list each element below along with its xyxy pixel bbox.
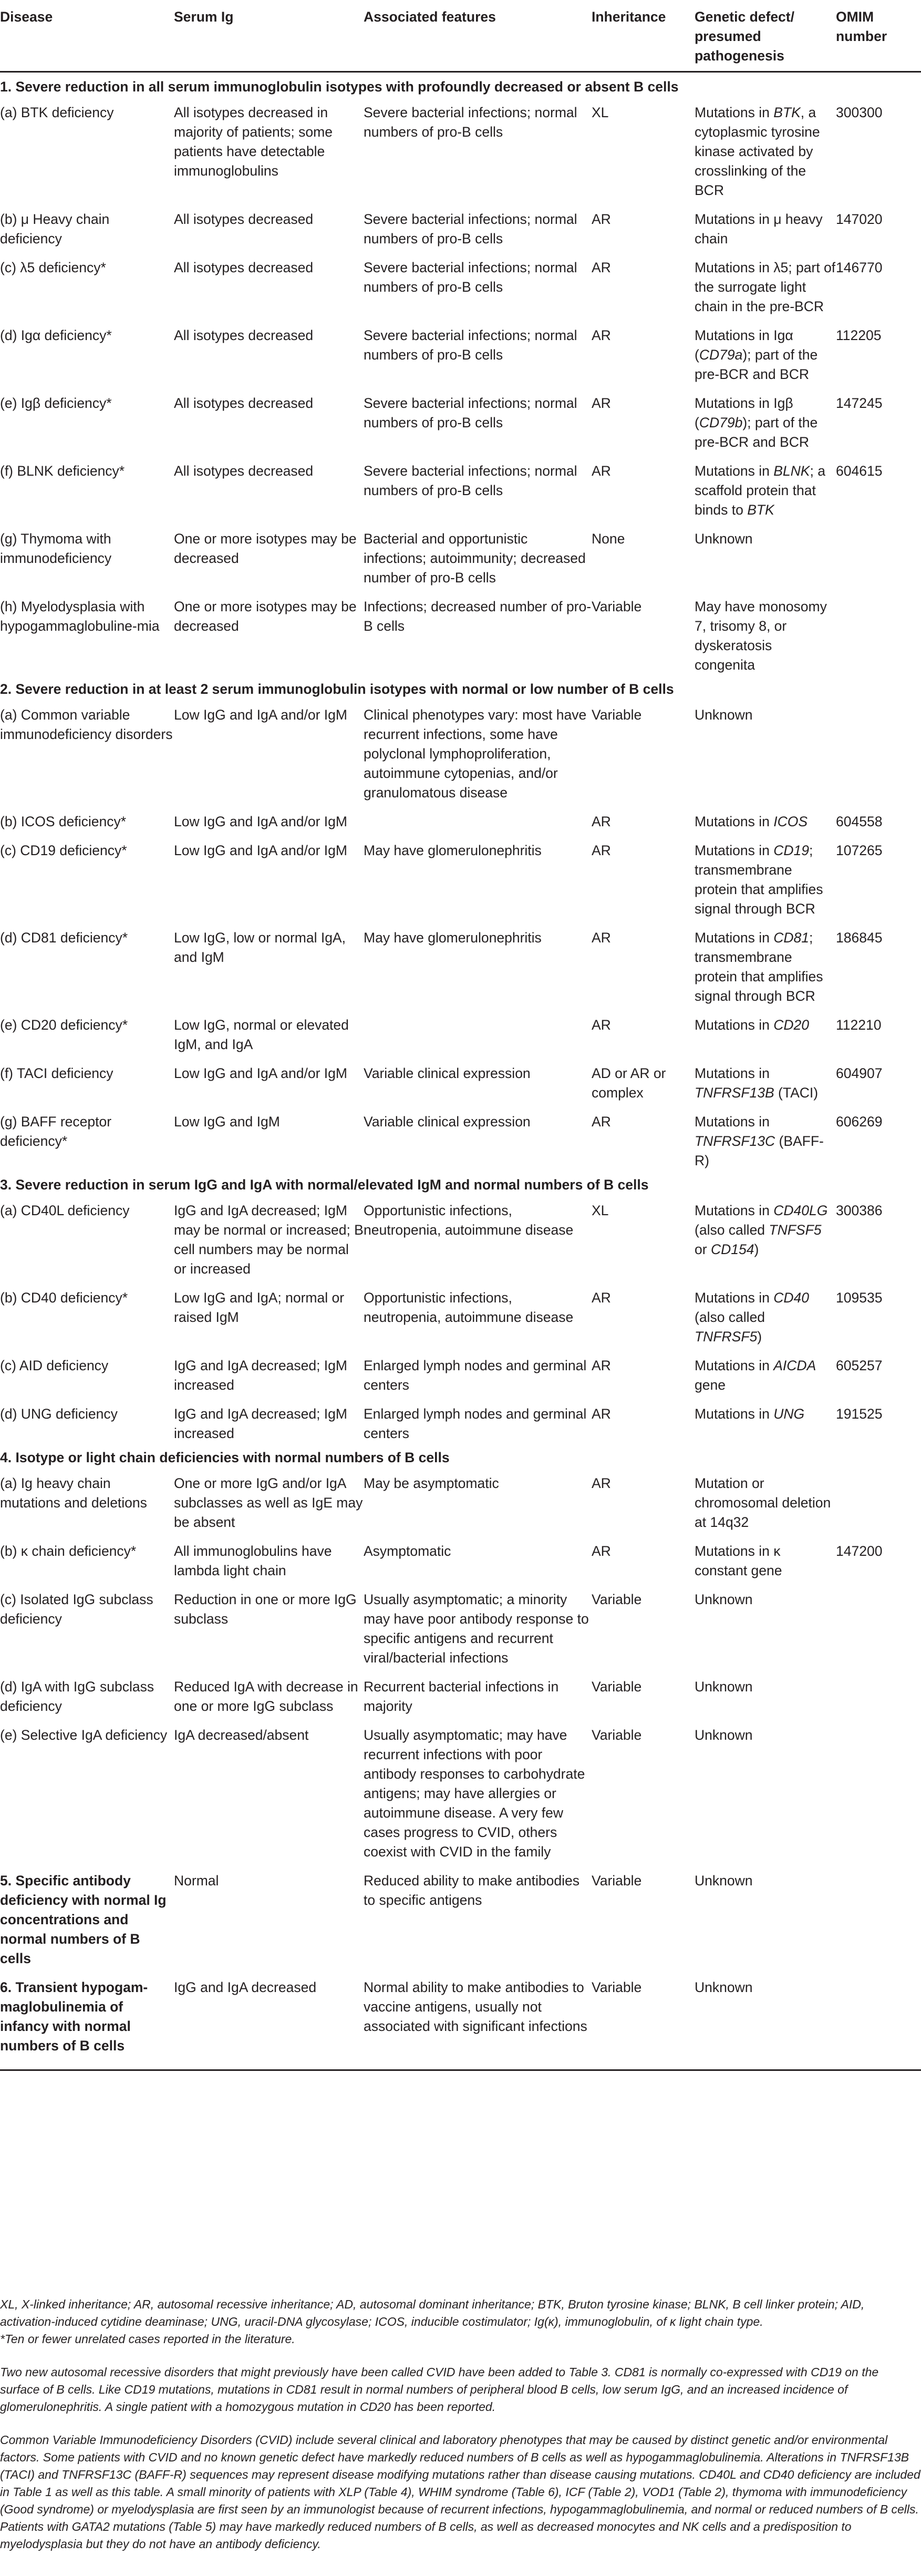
serum-ig-cell: All isotypes decreased	[174, 260, 314, 275]
gene-name: CD20	[773, 1017, 810, 1033]
disease-cell: (a) Ig heavy chain mutations and deletions	[0, 1475, 147, 1511]
omim-cell: 109535	[836, 1290, 883, 1306]
features-cell: Severe bacterial infections; normal numbers of pro-B cells	[364, 395, 577, 430]
omim-cell: 107265	[836, 843, 883, 858]
table-row	[0, 1009, 921, 1058]
features-cell: Variable clinical expression	[364, 1114, 531, 1130]
omim-cell: 147020	[836, 211, 883, 227]
disease-cell: (a) BTK deficiency	[0, 105, 114, 120]
inheritance-cell: AR	[592, 930, 611, 946]
disease-cell: (e) Selective IgA deficiency	[0, 1727, 168, 1743]
inheritance-cell: Variable	[592, 1873, 642, 1889]
table-row	[0, 455, 921, 523]
section-title: 6. Transient hypogam-maglobulinemia of infancy with normal numbers of B cells	[0, 1972, 174, 2070]
omim-cell	[836, 523, 921, 591]
gene-name: CD81	[773, 930, 810, 946]
serum-ig-cell: Normal	[174, 1873, 219, 1889]
inheritance-cell: None	[592, 531, 625, 547]
section-title: 1. Severe reduction in all serum immunoglobulin isotypes with profoundly decreased or absent B cells	[0, 79, 679, 95]
omim-cell	[836, 1865, 921, 1972]
omim-cell	[836, 1467, 921, 1535]
section-header-row	[0, 1174, 921, 1195]
inheritance-cell: Variable	[592, 1972, 695, 2070]
table-header	[0, 0, 921, 72]
serum-ig-cell: One or more isotypes may be decreased	[174, 599, 357, 634]
features-cell: Severe bacterial infections; normal numbers of pro-B cells	[364, 327, 577, 363]
inheritance-cell: AR	[592, 843, 611, 858]
genetic-defect-cell: Mutations in λ5; part of the surrogate light chain in the pre-BCR	[695, 260, 836, 314]
table-row	[0, 320, 921, 387]
omim-cell: 112205	[836, 327, 882, 343]
disease-cell: (d) Igα deficiency*	[0, 327, 112, 343]
disease-cell: (c) Isolated IgG subclass deficiency	[0, 1592, 153, 1627]
table-row	[0, 835, 921, 922]
genetic-defect-cell: Unknown	[695, 1679, 753, 1695]
features-cell: Infections; decreased number of pro-B cells	[364, 599, 592, 634]
inheritance-cell: AR	[592, 1543, 611, 1559]
header-disease: Disease	[0, 0, 174, 72]
genetic-defect-cell: Mutation or chromosomal deletion at 14q32	[695, 1475, 831, 1530]
features-cell: Enlarged lymph nodes and germinal centers	[364, 1358, 587, 1393]
genetic-defect-cell: Unknown	[695, 707, 753, 723]
genetic-defect-cell: Mutations in TNFRSF13B (TACI)	[695, 1065, 819, 1101]
table-row	[0, 203, 921, 252]
features-cell	[364, 806, 592, 835]
inheritance-cell: AR	[592, 814, 611, 829]
omim-cell: 300300	[836, 105, 883, 120]
footnotes	[0, 2296, 921, 2553]
section-header-row	[0, 1446, 921, 1467]
omim-cell: 300386	[836, 1203, 883, 1218]
genetic-defect-cell: Mutations in CD40LG (also called TNFSF5 or CD154)	[695, 1203, 828, 1257]
header-genetic-defect: Genetic defect/ presumed pathogenesis	[695, 0, 836, 72]
gene-name: BTK	[773, 105, 801, 120]
table-row	[0, 523, 921, 591]
omim-cell: 604907	[836, 1065, 883, 1081]
table-row	[0, 252, 921, 320]
table-row	[0, 1398, 921, 1446]
inheritance-cell: AR	[592, 260, 611, 275]
omim-cell: 147200	[836, 1543, 883, 1559]
disease-cell: (e) Igβ deficiency*	[0, 395, 112, 411]
disease-cell: (h) Myelodysplasia with hypogammaglobuline-mia	[0, 599, 160, 634]
serum-ig-cell: Low IgG, low or normal IgA, and IgM	[174, 930, 346, 965]
inheritance-cell: AR	[592, 1017, 611, 1033]
gene-name: CD19	[773, 843, 810, 858]
disease-cell: (a) CD40L deficiency	[0, 1203, 130, 1218]
features-cell: Recurrent bacterial infections in majority	[364, 1679, 559, 1714]
genetic-defect-cell: Mutations in Igα (CD79a); part of the pre-BCR and BCR	[695, 327, 818, 382]
table-row	[0, 1467, 921, 1535]
features-cell: Asymptomatic	[364, 1543, 451, 1559]
gene-name: CD154	[710, 1241, 754, 1257]
gene-name: TNFRSF13C	[695, 1133, 775, 1149]
genetic-defect-cell: May have monosomy 7, trisomy 8, or dyskeratosis congenita	[695, 599, 827, 673]
serum-ig-cell: Low IgG and IgA and/or IgM	[174, 843, 347, 858]
serum-ig-cell: IgG and IgA decreased; IgM increased	[174, 1406, 347, 1441]
serum-ig-cell: Reduction in one or more IgG subclass	[174, 1592, 357, 1627]
serum-ig-cell: Low IgG and IgA and/or IgM	[174, 814, 347, 829]
genetic-defect-cell: Unknown	[695, 1873, 753, 1889]
disease-cell: (g) BAFF receptor deficiency*	[0, 1114, 112, 1149]
gene-name: CD79b	[699, 415, 743, 430]
inheritance-cell: AR	[592, 211, 611, 227]
inheritance-cell: AR	[592, 395, 611, 411]
features-cell: Usually asymptomatic; may have recurrent infections with poor antibody responses to carbohydrate antigens; may have allergies or autoimmune disease. A very few cases progress to CVID, others coexist with CVID in the family	[364, 1727, 585, 1860]
omim-cell	[836, 1584, 921, 1671]
table-row	[0, 1282, 921, 1350]
features-cell: Severe bacterial infections; normal numbers of pro-B cells	[364, 463, 577, 498]
disease-cell: (b) κ chain deficiency*	[0, 1543, 137, 1559]
table-row	[0, 387, 921, 455]
table-row	[0, 1671, 921, 1719]
genetic-defect-cell: Mutations in BLNK; a scaffold protein that binds to BTK	[695, 463, 825, 518]
genetic-defect-cell: Mutations in TNFRSF13C (BAFF-R)	[695, 1114, 824, 1168]
inheritance-cell: Variable	[592, 1727, 642, 1743]
genetic-defect-cell: Mutations in ICOS	[695, 814, 808, 829]
features-cell: May have glomerulonephritis	[364, 930, 542, 946]
section-title: 2. Severe reduction in at least 2 serum immunoglobulin isotypes with normal or low number of B cells	[0, 681, 674, 697]
section-header-row	[0, 678, 921, 699]
features-cell: Usually asymptomatic; a minority may have poor antibody response to specific antigens and recurrent viral/bacterial infections	[364, 1592, 589, 1666]
serum-ig-cell: One or more isotypes may be decreased	[174, 531, 357, 566]
inheritance-cell: AR	[592, 463, 611, 479]
disease-cell: (d) IgA with IgG subclass deficiency	[0, 1679, 154, 1714]
features-cell: Severe bacterial infections; normal numbers of pro-B cells	[364, 211, 577, 247]
disease-cell: (g) Thymoma with immunodeficiency	[0, 531, 112, 566]
table-row	[0, 1535, 921, 1584]
footnote-asterisk: *Ten or fewer unrelated cases reported in the literature.	[0, 2332, 295, 2346]
serum-ig-cell: Low IgG and IgA and/or IgM	[174, 707, 347, 723]
disease-cell: (e) CD20 deficiency*	[0, 1017, 128, 1033]
header-omim-line2: number	[836, 28, 887, 44]
genetic-defect-cell: Mutations in BTK, a cytoplasmic tyrosine kinase activated by crosslinking of the BCR	[695, 105, 820, 198]
features-cell: Reduced ability to make antibodies to specific antigens	[364, 1873, 579, 1908]
omim-cell: 604615	[836, 463, 883, 479]
gene-name: CD40	[773, 1290, 810, 1306]
disease-cell: (f) BLNK deficiency*	[0, 463, 125, 479]
inheritance-cell: AR	[592, 1406, 611, 1422]
footnote-spacer	[0, 2416, 921, 2431]
table-row	[0, 806, 921, 835]
features-cell: Enlarged lymph nodes and germinal centers	[364, 1406, 587, 1441]
header-associated-features: Associated features	[364, 0, 592, 72]
section-inline-row	[0, 1972, 921, 2070]
section-header-row	[0, 72, 921, 97]
inheritance-cell: Variable	[592, 707, 642, 723]
omim-cell: 604558	[836, 814, 883, 829]
disease-cell: (d) UNG deficiency	[0, 1406, 118, 1422]
omim-cell	[836, 591, 921, 678]
features-cell: Opportunistic infections, neutropenia, autoimmune disease	[364, 1203, 574, 1238]
serum-ig-cell: All isotypes decreased	[174, 395, 314, 411]
disease-cell: (b) CD40 deficiency*	[0, 1290, 128, 1306]
gene-name: BLNK	[773, 463, 810, 479]
genetic-defect-cell: Mutations in CD81; transmembrane protein that amplifies signal through BCR	[695, 930, 823, 1004]
gene-name: BTK	[747, 502, 774, 518]
gene-name: TNFRSF5	[695, 1329, 758, 1345]
inheritance-cell: XL	[592, 1203, 609, 1218]
footnote-spacer	[0, 2348, 921, 2364]
genetic-defect-cell: Unknown	[695, 1727, 753, 1743]
omim-cell	[836, 1719, 921, 1865]
header-omim-line1: OMIM	[836, 9, 874, 25]
disease-cell: (c) CD19 deficiency*	[0, 843, 127, 858]
omim-cell	[836, 699, 921, 806]
serum-ig-cell: Low IgG and IgA and/or IgM	[174, 1065, 347, 1081]
genetic-defect-cell: Mutations in κ constant gene	[695, 1543, 782, 1578]
serum-ig-cell: IgA decreased/absent	[174, 1727, 309, 1743]
disease-cell: (a) Common variable immunodeficiency disorders	[0, 707, 173, 742]
inheritance-cell: AD or AR or complex	[592, 1065, 666, 1101]
inheritance-cell: XL	[592, 105, 609, 120]
gene-name: CD79a	[699, 347, 743, 363]
genetic-defect-cell: Mutations in μ heavy chain	[695, 211, 823, 247]
disease-cell: (f) TACI deficiency	[0, 1065, 113, 1081]
features-cell: Severe bacterial infections; normal numbers of pro-B cells	[364, 260, 577, 295]
serum-ig-cell: All isotypes decreased	[174, 211, 314, 227]
header-serum-ig: Serum Ig	[174, 0, 364, 72]
omim-cell: 606269	[836, 1114, 883, 1130]
serum-ig-cell: Reduced IgA with decrease in one or more IgG subclass	[174, 1679, 358, 1714]
disease-cell: (c) AID deficiency	[0, 1358, 109, 1373]
table-row	[0, 1195, 921, 1282]
serum-ig-cell: Low IgG and IgM	[174, 1114, 280, 1130]
table-row	[0, 97, 921, 203]
features-cell: Bacterial and opportunistic infections; autoimmunity; decreased number of pro-B cells	[364, 531, 586, 586]
table-row	[0, 1350, 921, 1398]
table-row	[0, 1058, 921, 1106]
footnote-abbreviations: XL, X-linked inheritance; AR, autosomal recessive inheritance; AD, autosomal dominant inheritance; BTK, Bruton tyrosine kinase; BLNK, B cell linker protein; AID, activation-induced cytidine deaminase; UNG, uracil-DNA glycosylase; ICOS, inducible costimulator; Ig(κ), immunoglobulin, of κ light chain type.	[0, 2297, 865, 2328]
omim-cell: 186845	[836, 930, 883, 946]
footnote-cvid: Common Variable Immunodeficiency Disorders (CVID) include several clinical and laboratory phenotypes that may be caused by distinct genetic and/or environmental factors. Some patients with CVID and no known genetic defect have markedly reduced numbers of B cells as well as hypogammaglobulinemia. Alterations in TNFRSF13B (TACI) and TNFRSF13C (BAFF-R) sequences may represent disease modifying mutations rather than disease causing mutations. CD40L and CD40 deficiency are included in Table 1 as well as this table. A small minority of patients with XLP (Table 4), WHIM syndrome (Table 6), ICF (Table 2), VOD1 (Table 2), thymoma with immunodeficiency (Good syndrome) or myelodysplasia are first seen by an immunologist because of recurrent infections, hypogammaglobulinemia, and normal or reduced numbers of B cells. Patients with GATA2 mutations (Table 5) may have markedly reduced numbers of B cells, as well as decreased monocytes and NK cells and a predisposition to myelodysplasia but they do not have an antibody deficiency.	[0, 2433, 920, 2551]
genetic-defect-cell: Unknown	[695, 531, 753, 547]
serum-ig-cell: Low IgG and IgA; normal or raised IgM	[174, 1290, 345, 1325]
features-cell: Variable clinical expression	[364, 1065, 531, 1081]
features-cell: Normal ability to make antibodies to vaccine antigens, usually not associated with significant infections	[364, 1972, 592, 2070]
features-cell	[364, 1009, 592, 1058]
serum-ig-cell: All isotypes decreased	[174, 463, 314, 479]
inheritance-cell: AR	[592, 327, 611, 343]
features-cell: Opportunistic infections, neutropenia, autoimmune disease	[364, 1290, 574, 1325]
section-title: 5. Specific antibody deficiency with normal Ig concentrations and normal numbers of B cells	[0, 1873, 167, 1966]
omim-cell: 112210	[836, 1017, 882, 1033]
genetic-defect-cell: Mutations in UNG	[695, 1406, 805, 1422]
serum-ig-cell: All isotypes decreased in majority of patients; some patients have detectable immunoglobulins	[174, 105, 333, 179]
serum-ig-cell: IgG and IgA decreased; IgM increased	[174, 1358, 347, 1393]
inheritance-cell: AR	[592, 1358, 611, 1373]
table-body	[0, 72, 921, 2070]
inheritance-cell: AR	[592, 1290, 611, 1306]
gene-name: ICOS	[773, 814, 808, 829]
inheritance-cell: AR	[592, 1114, 611, 1130]
genetic-defect-cell: Mutations in CD20	[695, 1017, 810, 1033]
gene-name: CD40LG	[773, 1203, 828, 1218]
genetic-defect-cell: Unknown	[695, 1972, 836, 2070]
omim-cell: 605257	[836, 1358, 883, 1373]
omim-cell: 146770	[836, 260, 883, 275]
section-title: 3. Severe reduction in serum IgG and IgA with normal/elevated IgM and normal numbers of B cells	[0, 1177, 649, 1193]
disease-cell: (c) λ5 deficiency*	[0, 260, 106, 275]
gene-name: UNG	[773, 1406, 805, 1422]
inheritance-cell: Variable	[592, 599, 642, 614]
table-row	[0, 591, 921, 678]
features-cell: May be asymptomatic	[364, 1475, 499, 1491]
inheritance-cell: Variable	[592, 1592, 642, 1607]
disease-cell: (d) CD81 deficiency*	[0, 930, 128, 946]
footnote-new-disorders: Two new autosomal recessive disorders that might previously have been called CVID have been added to Table 3. CD81 is normally co-expressed with CD19 on the surface of B cells. Like CD19 mutations, mutations in CD81 result in normal numbers of peripheral blood B cells, low serum IgG, and an increased incidence of glomerulonephritis. A single patient with a homozygous mutation in CD20 has been reported.	[0, 2365, 879, 2414]
serum-ig-cell: All immunoglobulins have lambda light chain	[174, 1543, 332, 1578]
inheritance-cell: AR	[592, 1475, 611, 1491]
genetic-defect-cell: Mutations in Igβ (CD79b); part of the pre-BCR and BCR	[695, 395, 818, 450]
gene-name: AICDA	[773, 1358, 816, 1373]
section-title: 4. Isotype or light chain deficiencies with normal numbers of B cells	[0, 1450, 450, 1465]
table-row	[0, 1719, 921, 1865]
serum-ig-cell: IgG and IgA decreased	[174, 1972, 364, 2070]
features-cell: Clinical phenotypes vary: most have recurrent infections, some have polyclonal lymphoproliferation, autoimmune cytopenias, and/or granulomatous disease	[364, 707, 587, 800]
table-row	[0, 699, 921, 806]
serum-ig-cell: IgG and IgA decreased; IgM may be normal or increased; B cell numbers may be normal or increased	[174, 1203, 364, 1277]
gene-name: TNFRSF13B	[695, 1085, 774, 1101]
omim-cell: 147245	[836, 395, 883, 411]
omim-cell	[836, 1671, 921, 1719]
genetic-defect-cell: Unknown	[695, 1592, 753, 1607]
features-cell: Severe bacterial infections; normal numbers of pro-B cells	[364, 105, 577, 140]
omim-cell: 191525	[836, 1406, 883, 1422]
features-cell: May have glomerulonephritis	[364, 843, 542, 858]
disease-cell: (b) μ Heavy chain deficiency	[0, 211, 110, 247]
header-inheritance: Inheritance	[592, 0, 695, 72]
table-row	[0, 1106, 921, 1174]
gene-name: TNFSF5	[769, 1222, 822, 1238]
serum-ig-cell: Low IgG, normal or elevated IgM, and IgA	[174, 1017, 349, 1052]
disease-cell: (b) ICOS deficiency*	[0, 814, 127, 829]
section-inline-row	[0, 1865, 921, 1972]
header-omim	[836, 0, 921, 72]
table-row	[0, 1584, 921, 1671]
serum-ig-cell: All isotypes decreased	[174, 327, 314, 343]
genetic-defect-cell: Mutations in CD40 (also called TNFRSF5)	[695, 1290, 810, 1345]
table-row	[0, 922, 921, 1009]
inheritance-cell: Variable	[592, 1679, 642, 1695]
omim-cell	[836, 1972, 921, 2070]
genetic-defect-cell: Mutations in AICDA gene	[695, 1358, 816, 1393]
serum-ig-cell: One or more IgG and/or IgA subclasses as well as IgE may be absent	[174, 1475, 363, 1530]
genetic-defect-cell: Mutations in CD19; transmembrane protein that amplifies signal through BCR	[695, 843, 823, 917]
